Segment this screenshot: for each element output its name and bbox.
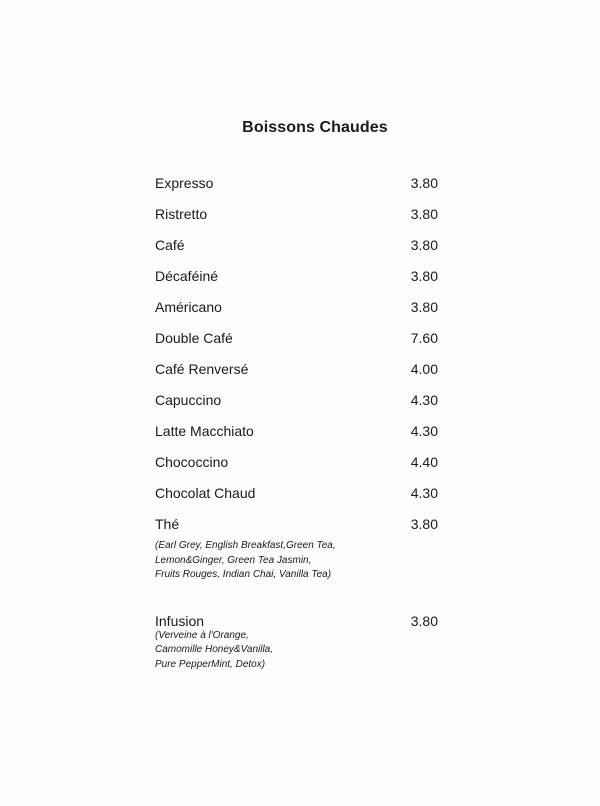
item-price: 3.80 [410,516,438,532]
item-price: 4.30 [410,485,438,501]
item-name: Chococcino [155,454,229,470]
menu-item [155,514,440,545]
item-name: Café Renversé [155,361,249,377]
item-price: 7.60 [410,330,438,346]
item-price: 4.30 [410,423,438,439]
menu-item [155,328,440,359]
item-price: 3.80 [410,268,438,284]
item-price: 3.80 [410,175,438,191]
item-name: Infusion [155,612,205,629]
menu-title: Boissons Chaudes [242,119,388,136]
menu-item [155,452,440,483]
item-name: Expresso [155,175,214,191]
item-price: 3.80 [410,237,438,253]
menu-item [155,297,440,328]
note-line: Fruits Rouges, Indian Chai, Vanilla Tea) [155,569,332,580]
menu-item [155,173,440,204]
menu-item-infusion [155,611,440,635]
item-name: Latte Macchiato [155,423,254,439]
note-line: (Verveine à l'Orange, [155,629,249,641]
menu-list [155,173,440,672]
item-price: 4.30 [410,392,438,408]
item-price: 3.80 [410,206,438,222]
menu-item [155,204,440,235]
menu-item [155,266,440,297]
note-line: Lemon&Ginger, Green Tea Jasmin, [155,554,312,566]
item-price: 3.80 [410,612,438,629]
menu-item [155,483,440,514]
item-name: Thé [155,516,180,532]
infusion-varieties-note [155,629,395,673]
item-name: Américano [155,299,222,315]
item-price: 3.80 [410,299,438,315]
item-price: 4.00 [410,361,438,377]
item-name: Ristretto [155,206,208,222]
menu-item [155,235,440,266]
tea-varieties-note [155,539,395,583]
item-name: Double Café [155,330,233,346]
note-line: Camomille Honey&Vanilla, [155,644,274,655]
item-name: Chocolat Chaud [155,485,256,501]
item-price: 4.40 [410,454,438,470]
item-name: Café [155,237,185,253]
menu-item [155,421,440,452]
item-name: Décaféiné [155,268,219,284]
note-line: Pure PepperMint, Detox) [155,658,266,670]
item-name: Capuccino [155,392,222,408]
note-line: (Earl Grey, English Breakfast,Green Tea, [155,540,336,551]
menu-item [155,359,440,390]
menu-item [155,390,440,421]
